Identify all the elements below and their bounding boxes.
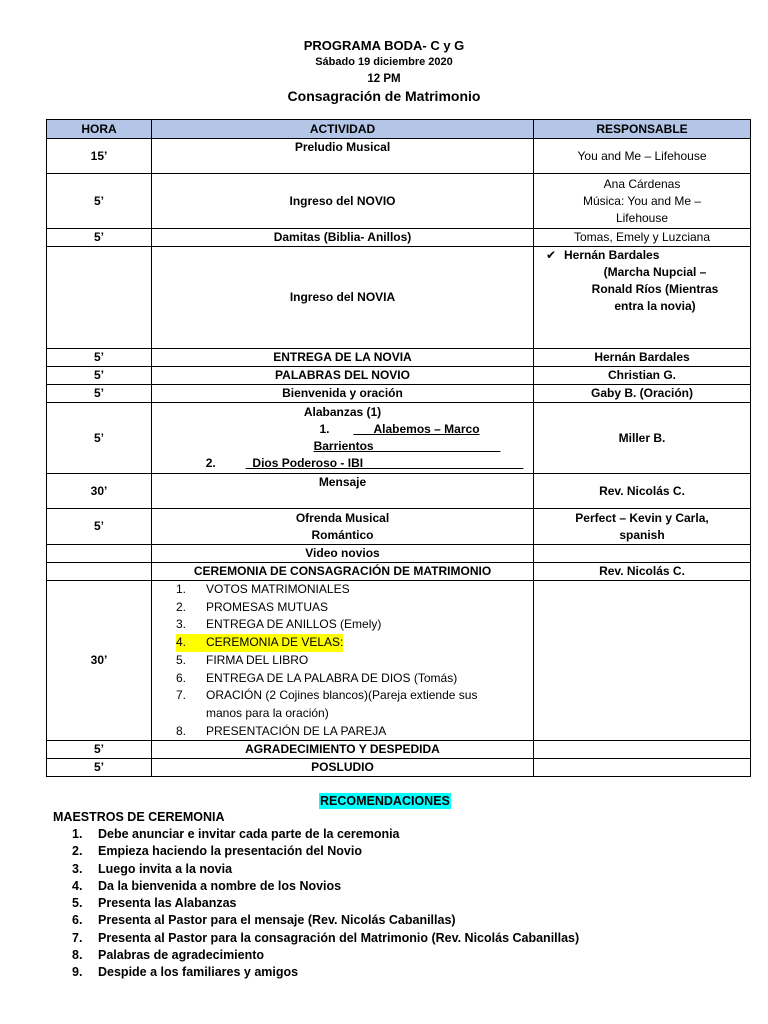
table-row bbox=[47, 563, 751, 581]
cell-actividad bbox=[152, 581, 534, 741]
list-number: 5. bbox=[176, 652, 187, 667]
cell-hora bbox=[47, 545, 152, 563]
list-item bbox=[152, 705, 533, 723]
column-header-responsable: RESPONSABLE bbox=[534, 120, 751, 139]
list-number: 2. bbox=[176, 599, 187, 614]
cell-actividad: POSLUDIO bbox=[152, 759, 534, 777]
list-item bbox=[72, 826, 579, 843]
responsable-line: Lifehouse bbox=[615, 210, 669, 225]
list-number: 1. bbox=[319, 422, 330, 436]
list-text: ENTREGA DE LA PALABRA DE DIOS (Tomás) bbox=[206, 670, 458, 685]
list-item bbox=[152, 723, 533, 741]
list-text: Presenta las Alabanzas bbox=[98, 896, 237, 911]
responsable-line: Música: You and Me – bbox=[582, 193, 702, 208]
cell-actividad bbox=[152, 509, 534, 545]
cell-actividad: Damitas (Biblia- Anillos) bbox=[152, 229, 534, 247]
list-item bbox=[72, 861, 579, 878]
table-row bbox=[47, 174, 751, 229]
list-number bbox=[152, 705, 206, 723]
list-number: 2. bbox=[72, 844, 83, 859]
section-heading: MAESTROS DE CEREMONIA bbox=[53, 810, 225, 824]
list-text: CEREMONIA DE VELAS: bbox=[206, 634, 343, 652]
list-number: 5. bbox=[72, 896, 83, 911]
table-row bbox=[47, 385, 751, 403]
cell-hora: 5’ bbox=[47, 385, 152, 403]
cell-hora bbox=[47, 563, 152, 581]
cell-responsable bbox=[534, 174, 751, 229]
list-number: 7. bbox=[176, 688, 187, 703]
recommendations-title: RECOMENDACIONES bbox=[320, 794, 450, 808]
document-date: Sábado 19 diciembre 2020 bbox=[315, 56, 453, 68]
list-text: PROMESAS MUTUAS bbox=[206, 599, 329, 614]
document-subtitle: Consagración de Matrimonio bbox=[287, 88, 481, 104]
song-title: Barrientos___________________ bbox=[313, 439, 501, 453]
list-number: 4. bbox=[176, 634, 206, 652]
cell-actividad: Ingreso del NOVIO bbox=[152, 174, 534, 229]
list-text: FIRMA DEL LIBRO bbox=[206, 652, 309, 667]
cell-hora: 30’ bbox=[47, 581, 152, 741]
list-item bbox=[152, 634, 533, 652]
list-number: 1. bbox=[72, 827, 83, 841]
list-text: Presenta al Pastor para la consagración del Matrimonio (Rev. Nicolás Cabanillas) bbox=[98, 930, 580, 945]
cell-responsable bbox=[534, 545, 751, 563]
list-item bbox=[152, 581, 533, 599]
list-text: Presenta al Pastor para el mensaje (Rev. Nicolás Cabanillas) bbox=[98, 913, 456, 928]
list-text: ENTREGA DE ANILLOS (Emely) bbox=[206, 617, 382, 632]
cell-actividad: Ingreso del NOVIA bbox=[152, 247, 534, 349]
actividad-line: Ofrenda Musical bbox=[295, 510, 390, 525]
cell-responsable: Rev. Nicolás C. bbox=[534, 563, 751, 581]
cell-actividad: Mensaje bbox=[152, 474, 534, 509]
list-text: Da la bienvenida a nombre de los Novios bbox=[98, 878, 342, 893]
document-title: PROGRAMA BODA- C y G bbox=[303, 38, 465, 53]
column-header-hora: HORA bbox=[47, 120, 152, 139]
table-row bbox=[47, 545, 751, 563]
document-time: 12 PM bbox=[367, 73, 401, 85]
cell-responsable: Christian G. bbox=[534, 367, 751, 385]
list-number: 7. bbox=[72, 930, 83, 945]
list-number: 9. bbox=[72, 965, 83, 980]
cell-hora: 5’ bbox=[47, 229, 152, 247]
cell-hora: 5’ bbox=[47, 741, 152, 759]
alabanzas-title: Alabanzas (1) bbox=[303, 405, 382, 419]
table-row bbox=[47, 474, 751, 509]
list-item bbox=[152, 687, 533, 705]
checkmark-icon: ✔ bbox=[545, 248, 557, 262]
responsable-line: entra la novia) bbox=[614, 299, 696, 313]
table-row bbox=[47, 139, 751, 174]
list-text: Empieza haciendo la presentación del Novio bbox=[98, 844, 362, 859]
cell-responsable: Rev. Nicolás C. bbox=[534, 474, 751, 509]
cell-actividad: PALABRAS DEL NOVIO bbox=[152, 367, 534, 385]
list-text: VOTOS MATRIMONIALES bbox=[206, 582, 350, 596]
cell-hora: 30’ bbox=[47, 474, 152, 509]
list-text: PRESENTACIÓN DE LA PAREJA bbox=[206, 723, 387, 738]
cell-actividad: ENTREGA DE LA NOVIA bbox=[152, 349, 534, 367]
cell-responsable: Tomas, Emely y Luzciana bbox=[534, 229, 751, 247]
responsable-line: Hernán Bardales bbox=[564, 248, 660, 262]
list-number: 8. bbox=[176, 723, 187, 738]
list-text: Despide a los familiares y amigos bbox=[98, 965, 299, 980]
cell-actividad: CEREMONIA DE CONSAGRACIÓN DE MATRIMONIO bbox=[152, 563, 534, 581]
cell-responsable bbox=[534, 247, 751, 349]
list-item bbox=[72, 947, 579, 964]
responsable-line: (Marcha Nupcial – bbox=[603, 265, 707, 279]
list-number: 3. bbox=[72, 861, 83, 876]
list-number: 2. bbox=[205, 456, 216, 470]
list-number: 1. bbox=[176, 582, 187, 596]
cell-hora: 5’ bbox=[47, 367, 152, 385]
table-row bbox=[47, 759, 751, 777]
table-row bbox=[47, 509, 751, 545]
list-item bbox=[72, 878, 579, 895]
cell-actividad bbox=[152, 403, 534, 474]
list-item bbox=[152, 616, 533, 634]
list-text: Palabras de agradecimiento bbox=[98, 948, 265, 963]
list-number: 6. bbox=[176, 670, 187, 685]
list-item bbox=[72, 895, 579, 912]
cell-actividad: Preludio Musical bbox=[152, 139, 534, 174]
table-row bbox=[47, 741, 751, 759]
list-item bbox=[152, 670, 533, 688]
recommendations-list bbox=[72, 826, 579, 982]
cell-responsable: Miller B. bbox=[534, 403, 751, 474]
responsable-line: Ronald Ríos (Mientras bbox=[591, 282, 719, 296]
song-title: _Dios Poderoso - IBI________________________ bbox=[245, 456, 524, 470]
actividad-line: Romántico bbox=[311, 527, 374, 542]
list-text: manos para la oración) bbox=[206, 705, 329, 720]
cell-hora: 5’ bbox=[47, 509, 152, 545]
list-item bbox=[72, 930, 579, 947]
cell-responsable bbox=[534, 509, 751, 545]
cell-hora: 15’ bbox=[47, 139, 152, 174]
list-number: 8. bbox=[72, 948, 83, 963]
list-item bbox=[152, 652, 533, 670]
cell-responsable: Gaby B. (Oración) bbox=[534, 385, 751, 403]
cell-hora: 5’ bbox=[47, 759, 152, 777]
table-row bbox=[47, 349, 751, 367]
list-item bbox=[72, 964, 579, 981]
cell-responsable bbox=[534, 741, 751, 759]
program-table bbox=[46, 119, 751, 777]
cell-responsable: Hernán Bardales bbox=[534, 349, 751, 367]
table-row bbox=[47, 581, 751, 741]
table-row bbox=[47, 403, 751, 474]
list-text: ORACIÓN (2 Cojines blancos)(Pareja extiende sus bbox=[206, 688, 478, 703]
cell-responsable bbox=[534, 759, 751, 777]
list-number: 3. bbox=[176, 617, 187, 632]
list-item bbox=[72, 843, 579, 860]
cell-responsable bbox=[534, 581, 751, 741]
cell-hora bbox=[47, 247, 152, 349]
cell-actividad: Video novios bbox=[152, 545, 534, 563]
cell-hora: 5’ bbox=[47, 349, 152, 367]
list-number: 6. bbox=[72, 913, 83, 928]
list-item bbox=[152, 599, 533, 617]
table-header-row bbox=[47, 120, 751, 139]
list-text: Luego invita a la novia bbox=[98, 861, 233, 876]
cell-hora: 5’ bbox=[47, 174, 152, 229]
list-item bbox=[72, 912, 579, 929]
table-row bbox=[47, 247, 751, 349]
ceremony-steps-list bbox=[152, 581, 533, 740]
list-number: 4. bbox=[72, 878, 83, 893]
responsable-line: spanish bbox=[619, 527, 665, 542]
table-row bbox=[47, 367, 751, 385]
responsable-line: Perfect – Kevin y Carla, bbox=[575, 510, 709, 525]
cell-responsable: You and Me – Lifehouse bbox=[534, 139, 751, 174]
column-header-actividad: ACTIVIDAD bbox=[152, 120, 534, 139]
song-title: ___Alabemos – Marco bbox=[353, 422, 480, 436]
cell-actividad: Bienvenida y oración bbox=[152, 385, 534, 403]
cell-actividad: AGRADECIMIENTO Y DESPEDIDA bbox=[152, 741, 534, 759]
table-row bbox=[47, 229, 751, 247]
list-text: Debe anunciar e invitar cada parte de la ceremonia bbox=[98, 827, 400, 841]
cell-hora: 5’ bbox=[47, 403, 152, 474]
responsable-line: Ana Cárdenas bbox=[603, 176, 681, 191]
